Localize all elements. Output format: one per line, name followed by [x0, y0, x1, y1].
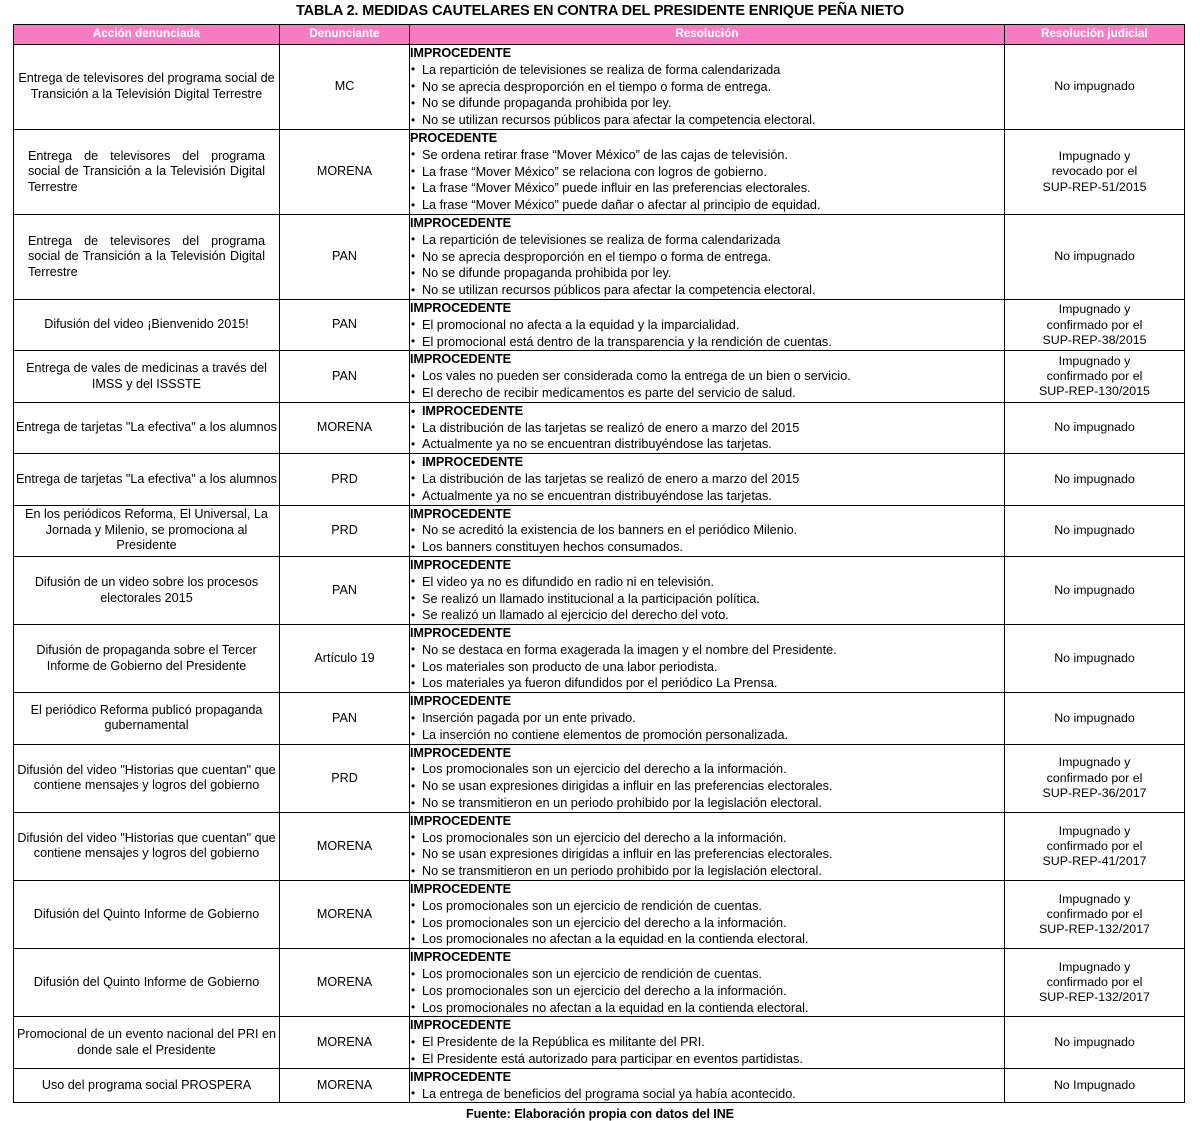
judicial-line: No impugnado — [1054, 582, 1135, 597]
resolution-point: • Se ordena retirar frase “Mover México” de las cajas de televisión. — [410, 147, 1004, 164]
resolution-point: • Los banners constituyen hechos consumados. — [410, 539, 1004, 556]
judicial-line: SUP-REP-41/2017 — [1042, 854, 1147, 869]
cell-resolucion-judicial — [1005, 454, 1185, 505]
cell-resolucion — [410, 402, 1005, 453]
cell-resolucion — [410, 299, 1005, 350]
judicial-line: Impugnado y — [1058, 960, 1131, 975]
table-row — [14, 505, 1185, 556]
resolution-point: • No se utilizan recursos públicos para afectar la competencia electoral. — [410, 282, 1004, 299]
judicial-line: No impugnado — [1054, 710, 1135, 725]
judicial-line: Impugnado y — [1058, 891, 1131, 906]
resolution-verdict: IMPROCEDENTE — [410, 950, 512, 965]
cell-denunciante: MORENA — [280, 881, 410, 949]
resolution-point: • La frase “Mover México” se relaciona con logros de gobierno. — [410, 164, 1004, 181]
table-row — [14, 949, 1185, 1017]
resolution-point: • La distribución de las tarjetas se realizó de enero a marzo del 2015 — [410, 420, 1004, 437]
judicial-line: confirmado por el — [1046, 838, 1143, 853]
table-row — [14, 214, 1185, 299]
resolution-points — [410, 147, 1004, 214]
cell-resolucion — [410, 505, 1005, 556]
table-row — [14, 454, 1185, 505]
cell-accion-denunciada: Difusión del Quinto Informe de Gobierno — [14, 881, 280, 949]
table-row — [14, 299, 1185, 350]
resolution-verdict: IMPROCEDENTE — [410, 557, 512, 572]
resolution-point: • La entrega de beneficios del programa social ya había acontecido. — [410, 1086, 1004, 1103]
cell-resolucion-judicial — [1005, 812, 1185, 880]
resolution-verdict: IMPROCEDENTE — [410, 1018, 512, 1033]
cell-accion-denunciada: Difusión de propaganda sobre el Tercer Informe de Gobierno del Presidente — [14, 625, 280, 693]
resolution-point: • Actualmente ya no se encuentran distribuyéndose las tarjetas. — [410, 488, 1004, 505]
resolution-point: • El video ya no es difundido en radio ni en televisión. — [410, 574, 1004, 591]
resolution-verdict: IMPROCEDENTE — [410, 46, 512, 60]
cell-resolucion — [410, 693, 1005, 744]
resolution-point: • Los vales no pueden ser considerada como la entrega de un bien o servicio. — [410, 368, 1004, 385]
resolution-points — [410, 1034, 1004, 1068]
judicial-line: SUP-REP-132/2017 — [1039, 922, 1150, 937]
cell-denunciante: PAN — [280, 299, 410, 350]
cell-accion-denunciada: Promocional de un evento nacional del PRI en donde sale el Presidente — [14, 1017, 280, 1068]
cell-resolucion-judicial — [1005, 214, 1185, 299]
resolution-point: • Los materiales ya fueron difundidos por el periódico La Prensa. — [410, 675, 1004, 692]
cell-denunciante: PAN — [280, 214, 410, 299]
resolution-point: • La repartición de televisiones se realiza de forma calendarizada — [410, 62, 1004, 79]
resolution-point: • Los materiales son producto de una labor periodista. — [410, 659, 1004, 676]
table-row — [14, 1068, 1185, 1103]
cell-resolucion-judicial — [1005, 505, 1185, 556]
cell-resolucion — [410, 454, 1005, 505]
cell-accion-denunciada: Difusión del Quinto Informe de Gobierno — [14, 949, 280, 1017]
cell-resolucion-judicial — [1005, 693, 1185, 744]
resolution-point: • Inserción pagada por un ente privado. — [410, 710, 1004, 727]
cell-resolucion-judicial — [1005, 45, 1185, 130]
cell-resolucion — [410, 214, 1005, 299]
resolution-verdict: IMPROCEDENTE — [410, 352, 512, 367]
resolution-verdict: IMPROCEDENTE — [410, 882, 512, 897]
judicial-line: No impugnado — [1054, 1035, 1135, 1050]
table-row — [14, 351, 1185, 402]
judicial-line: No impugnado — [1054, 471, 1135, 486]
resolution-verdict: • IMPROCEDENTE — [410, 454, 1004, 471]
cell-resolucion-judicial — [1005, 744, 1185, 812]
resolution-point: • No se usan expresiones dirigidas a influir en las preferencias electorales. — [410, 846, 1004, 863]
column-header-resolucion-judicial: Resolución judicial — [1005, 25, 1185, 45]
cell-denunciante: MORENA — [280, 949, 410, 1017]
cell-resolucion-judicial — [1005, 949, 1185, 1017]
judicial-line: Impugnado y — [1058, 149, 1131, 164]
cell-resolucion-judicial — [1005, 299, 1185, 350]
resolution-verdict: IMPROCEDENTE — [410, 813, 512, 828]
table-row — [14, 45, 1185, 130]
cell-accion-denunciada: Difusión del video ¡Bienvenido 2015! — [14, 299, 280, 350]
judicial-line: No impugnado — [1054, 420, 1135, 435]
resolution-point: • Los promocionales no afectan a la equidad en la contienda electoral. — [410, 931, 1004, 948]
table-row — [14, 625, 1185, 693]
resolution-point: • No se destaca en forma exagerada la imagen y el nombre del Presidente. — [410, 642, 1004, 659]
table-container — [13, 24, 1188, 1103]
resolution-point: • El promocional no afecta a la equidad y la imparcialidad. — [410, 317, 1004, 334]
cell-denunciante: MORENA — [280, 812, 410, 880]
table-row — [14, 881, 1185, 949]
resolution-point: • Actualmente ya no se encuentran distribuyéndose las tarjetas. — [410, 436, 1004, 453]
cell-denunciante: MORENA — [280, 129, 410, 214]
cell-resolucion — [410, 45, 1005, 130]
table-row — [14, 693, 1185, 744]
cell-resolucion-judicial — [1005, 1017, 1185, 1068]
resolution-point: • No se transmitieron en un periodo prohibido por la legislación electoral. — [410, 863, 1004, 880]
table-row — [14, 1017, 1185, 1068]
resolution-point: • Los promocionales son un ejercicio del derecho a la información. — [410, 830, 1004, 847]
cell-resolucion-judicial — [1005, 1068, 1185, 1103]
resolution-verdict: PROCEDENTE — [410, 130, 498, 145]
judicial-line: No impugnado — [1054, 651, 1135, 666]
judicial-line: No impugnado — [1054, 523, 1135, 538]
judicial-line: revocado por el — [1051, 164, 1138, 179]
resolution-points — [410, 574, 1004, 624]
table-row — [14, 402, 1185, 453]
cell-resolucion-judicial — [1005, 129, 1185, 214]
resolution-verdict: • IMPROCEDENTE — [410, 403, 1004, 420]
cell-resolucion — [410, 1017, 1005, 1068]
resolution-point: • El promocional está dentro de la transparencia y la rendición de cuentas. — [410, 334, 1004, 351]
resolution-verdict: IMPROCEDENTE — [410, 694, 512, 709]
judicial-line: SUP-REP-51/2015 — [1042, 179, 1147, 194]
cell-resolucion — [410, 351, 1005, 402]
cell-denunciante: MORENA — [280, 1068, 410, 1103]
resolution-points — [410, 232, 1004, 299]
resolution-point: • La frase “Mover México” puede dañar o afectar al principio de equidad. — [410, 197, 1004, 214]
resolution-point: • No se difunde propaganda prohibida por ley. — [410, 95, 1004, 112]
resolution-point: • El Presidente de la República es militante del PRI. — [410, 1034, 1004, 1051]
table-body — [14, 45, 1185, 1103]
cell-denunciante: PAN — [280, 351, 410, 402]
cell-accion-denunciada: En los periódicos Reforma, El Universal, La Jornada y Milenio, se promociona al Presidente — [14, 505, 280, 556]
column-header-denunciante: Denunciante — [280, 25, 410, 45]
judicial-line: confirmado por el — [1046, 770, 1143, 785]
cell-denunciante: PAN — [280, 556, 410, 624]
cell-accion-denunciada: Entrega de televisores del programa social de Transición a la Televisión Digital Terrestre — [14, 214, 280, 299]
cell-denunciante: Artículo 19 — [280, 625, 410, 693]
table-row — [14, 744, 1185, 812]
cell-accion-denunciada: Difusión del video "Historias que cuentan" que contiene mensajes y logros del gobierno — [14, 812, 280, 880]
cell-denunciante: PRD — [280, 744, 410, 812]
cell-resolucion — [410, 556, 1005, 624]
cell-resolucion — [410, 949, 1005, 1017]
header-row — [14, 25, 1185, 45]
resolution-points — [410, 317, 1004, 351]
resolution-verdict: IMPROCEDENTE — [410, 300, 512, 315]
cell-accion-denunciada: Uso del programa social PROSPERA — [14, 1068, 280, 1103]
resolution-point: • Los promocionales son un ejercicio del derecho a la información. — [410, 983, 1004, 1000]
resolution-point: • Los promocionales son un ejercicio de rendición de cuentas. — [410, 966, 1004, 983]
cell-denunciante: MC — [280, 45, 410, 130]
cell-resolucion-judicial — [1005, 351, 1185, 402]
cell-resolucion-judicial — [1005, 625, 1185, 693]
judicial-line: No impugnado — [1054, 79, 1135, 94]
cell-resolucion — [410, 625, 1005, 693]
resolution-points — [410, 642, 1004, 692]
resolution-points — [410, 1086, 1004, 1103]
cell-accion-denunciada: Entrega de televisores del programa social de Transición a la Televisión Digital Terrestre — [14, 129, 280, 214]
table-row — [14, 129, 1185, 214]
resolution-point: • La distribución de las tarjetas se realizó de enero a marzo del 2015 — [410, 471, 1004, 488]
cell-accion-denunciada: Difusión de un video sobre los procesos electorales 2015 — [14, 556, 280, 624]
cell-resolucion — [410, 881, 1005, 949]
resolution-point: • Los promocionales no afectan a la equidad en la contienda electoral. — [410, 1000, 1004, 1017]
cell-resolucion — [410, 129, 1005, 214]
column-header-resolucion: Resolución — [410, 25, 1005, 45]
table-header — [14, 25, 1185, 45]
judicial-line: SUP-REP-38/2015 — [1042, 332, 1147, 347]
resolution-points — [410, 830, 1004, 880]
judicial-line: Impugnado y — [1058, 755, 1131, 770]
resolution-verdict: IMPROCEDENTE — [410, 626, 512, 641]
page-title: TABLA 2. MEDIDAS CAUTELARES EN CONTRA DEL PRESIDENTE ENRIQUE PEÑA NIETO — [295, 3, 905, 19]
cell-accion-denunciada: Entrega de tarjetas "La efectiva" a los alumnos — [14, 402, 280, 453]
medidas-cautelares-table — [13, 24, 1185, 1103]
cell-denunciante: PRD — [280, 505, 410, 556]
cell-denunciante: PAN — [280, 693, 410, 744]
judicial-line: Impugnado y — [1058, 353, 1131, 368]
table-row — [14, 556, 1185, 624]
judicial-line: confirmado por el — [1046, 975, 1143, 990]
resolution-point: • No se aprecia desproporción en el tiempo o forma de entrega. — [410, 79, 1004, 96]
resolution-verdict: IMPROCEDENTE — [410, 215, 512, 230]
resolution-verdict: IMPROCEDENTE — [410, 506, 512, 521]
table-row — [14, 812, 1185, 880]
cell-resolucion-judicial — [1005, 556, 1185, 624]
column-header-accion-denunciada: Acción denunciada — [14, 25, 280, 45]
judicial-line: No Impugnado — [1053, 1078, 1136, 1092]
resolution-points — [410, 420, 1004, 454]
resolution-points — [410, 368, 1004, 402]
resolution-points — [410, 761, 1004, 811]
judicial-line: confirmado por el — [1046, 368, 1143, 383]
resolution-points — [410, 966, 1004, 1016]
resolution-point: • Se realizó un llamado al ejercicio del derecho del voto. — [410, 607, 1004, 624]
judicial-line: SUP-REP-132/2017 — [1039, 990, 1150, 1005]
cell-accion-denunciada: Entrega de tarjetas "La efectiva" a los alumnos — [14, 454, 280, 505]
resolution-points — [410, 471, 1004, 505]
judicial-line: Impugnado y — [1058, 823, 1131, 838]
cell-accion-denunciada: Entrega de televisores del programa social de Transición a la Televisión Digital Terrestre — [14, 45, 280, 130]
cell-resolucion-judicial — [1005, 881, 1185, 949]
judicial-line: SUP-REP-36/2017 — [1042, 785, 1147, 800]
resolution-point: • La repartición de televisiones se realiza de forma calendarizada — [410, 232, 1004, 249]
judicial-line: confirmado por el — [1046, 907, 1143, 922]
resolution-point: • La frase “Mover México” puede influir en las preferencias electorales. — [410, 180, 1004, 197]
resolution-verdict: IMPROCEDENTE — [410, 745, 512, 760]
cell-resolucion — [410, 744, 1005, 812]
cell-denunciante: PRD — [280, 454, 410, 505]
cell-denunciante: MORENA — [280, 402, 410, 453]
resolution-point: • No se acreditó la existencia de los banners en el periódico Milenio. — [410, 522, 1004, 539]
cell-resolucion — [410, 1068, 1005, 1103]
resolution-points — [410, 522, 1004, 556]
judicial-line: No impugnado — [1054, 249, 1135, 264]
judicial-line: Impugnado y — [1058, 302, 1131, 317]
resolution-point: • Los promocionales son un ejercicio del derecho a la información. — [410, 915, 1004, 932]
resolution-point: • Los promocionales son un ejercicio de rendición de cuentas. — [410, 898, 1004, 915]
resolution-points — [410, 62, 1004, 129]
resolution-point: • El Presidente está autorizado para participar en eventos partidistas. — [410, 1051, 1004, 1068]
resolution-point: • Se realizó un llamado institucional a la participación política. — [410, 591, 1004, 608]
cell-denunciante: MORENA — [280, 1017, 410, 1068]
judicial-line: confirmado por el — [1046, 317, 1143, 332]
resolution-points — [410, 710, 1004, 744]
cell-resolucion-judicial — [1005, 402, 1185, 453]
resolution-point: • No se usan expresiones dirigidas a influir en las preferencias electorales. — [410, 778, 1004, 795]
resolution-point: • El derecho de recibir medicamentos es parte del servicio de salud. — [410, 385, 1004, 402]
cell-resolucion — [410, 812, 1005, 880]
cell-accion-denunciada: El periódico Reforma publicó propaganda gubernamental — [14, 693, 280, 744]
table-source-note: Fuente: Elaboración propia con datos del INE — [466, 1107, 734, 1121]
resolution-point: • La inserción no contiene elementos de promoción personalizada. — [410, 727, 1004, 744]
resolution-point: • No se utilizan recursos públicos para afectar la competencia electoral. — [410, 112, 1004, 129]
resolution-point: • No se aprecia desproporción en el tiempo o forma de entrega. — [410, 249, 1004, 266]
resolution-verdict: IMPROCEDENTE — [410, 1069, 512, 1084]
judicial-line: SUP-REP-130/2015 — [1039, 384, 1150, 399]
resolution-point: • No se difunde propaganda prohibida por ley. — [410, 265, 1004, 282]
cell-accion-denunciada: Entrega de vales de medicinas a través del IMSS y del ISSSTE — [14, 351, 280, 402]
resolution-points — [410, 898, 1004, 948]
resolution-point: • Los promocionales son un ejercicio del derecho a la información. — [410, 761, 1004, 778]
resolution-point: • No se transmitieron en un periodo prohibido por la legislación electoral. — [410, 795, 1004, 812]
cell-accion-denunciada: Difusión del video "Historias que cuentan" que contiene mensajes y logros del gobierno — [14, 744, 280, 812]
